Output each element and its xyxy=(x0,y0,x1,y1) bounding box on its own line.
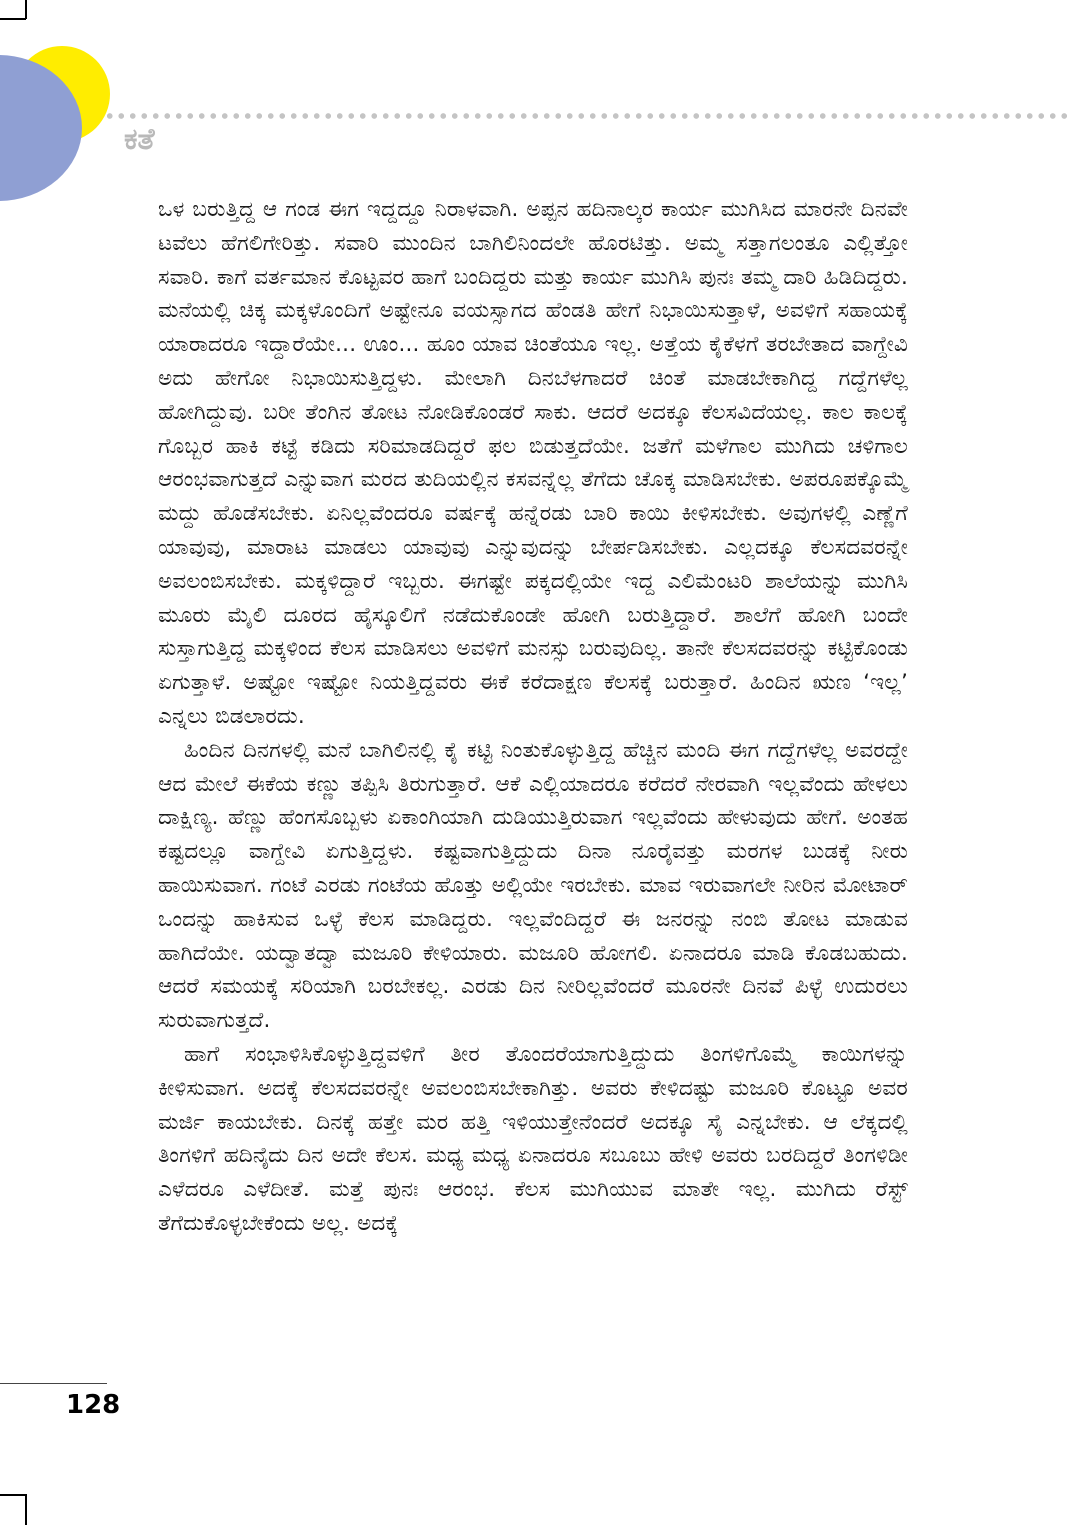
footer-rule xyxy=(0,1383,107,1384)
story-body xyxy=(158,193,908,1241)
crop-mark-bottom-vertical xyxy=(25,1494,27,1525)
crop-mark-top-vertical xyxy=(25,0,27,19)
paragraph-3: ಹಾಗೆ ಸಂಭಾಳಿಸಿಕೊಳ್ಳುತ್ತಿದ್ದವಳಿಗೆ ತೀರ ತೊಂದರೆಯಾಗುತ್ತಿದ್ದುದು ತಿಂಗಳಿಗೊಮ್ಮೆ ಕಾಯಿಗಳನ್ನು ಕೀಳಿಸುವಾಗ. ಅದಕ್ಕೆ ಕೆಲಸದವರನ್ನೇ ಅವಲಂಬಿಸಬೇಕಾಗಿತ್ತು. ಅವರು ಕೇಳಿದಷ್ಟು ಮಜೂರಿ ಕೊಟ್ಟೂ ಅವರ ಮರ್ಜಿ ಕಾಯಬೇಕು. ದಿನಕ್ಕೆ ಹತ್ತೇ ಮರ ಹತ್ತಿ ಇಳಿಯುತ್ತೇನೆಂದರೆ ಅದಕ್ಕೂ ಸೈ ಎನ್ನಬೇಕು. ಆ ಲೆಕ್ಕದಲ್ಲಿ ತಿಂಗಳಿಗೆ ಹದಿನೈದು ದಿನ ಅದೇ ಕೆಲಸ. ಮಧ್ಯ ಮಧ್ಯ ಏನಾದರೂ ಸಬೂಬು ಹೇಳಿ ಅವರು ಬರದಿದ್ದರೆ ತಿಂಗಳಿಡೀ ಎಳೆದರೂ ಎಳೆದೀತೆ. ಮತ್ತೆ ಪುನಃ ಆರಂಭ. ಕೆಲಸ ಮುಗಿಯುವ ಮಾತೇ ಇಲ್ಲ. ಮುಗಿದು ರೆಸ್ಟ್ ತೆಗೆದುಕೊಳ್ಳಬೇಕೆಂದು ಅಲ್ಲ. ಅದಕ್ಕೆ xyxy=(158,1041,908,1236)
paragraph-2: ಹಿಂದಿನ ದಿನಗಳಲ್ಲಿ ಮನೆ ಬಾಗಿಲಿನಲ್ಲಿ ಕೈ ಕಟ್ಟಿ ನಿಂತುಕೊಳ್ಳುತ್ತಿದ್ದ ಹೆಚ್ಚಿನ ಮಂದಿ ಈಗ ಗದ್ದೆಗಳೆಲ್ಲ ಅವರದ್ದೇ ಆದ ಮೇಲೆ ಈಕೆಯ ಕಣ್ಣು ತಪ್ಪಿಸಿ ತಿರುಗುತ್ತಾರೆ. ಆಕೆ ಎಲ್ಲಿಯಾದರೂ ಕರೆದರೆ ನೇರವಾಗಿ ಇಲ್ಲವೆಂದು ಹೇಳಲು ದಾಕ್ಷಿಣ್ಯ. ಹೆಣ್ಣು ಹೆಂಗಸೊಬ್ಬಳು ಏಕಾಂಗಿಯಾಗಿ ದುಡಿಯುತ್ತಿರುವಾಗ ಇಲ್ಲವೆಂದು ಹೇಳುವುದು ಹೇಗೆ. ಅಂತಹ ಕಷ್ಟದಲ್ಲೂ ವಾಗ್ದೇವಿ ಏಗುತ್ತಿದ್ದಳು. ಕಷ್ಟವಾಗುತ್ತಿದ್ದುದು ದಿನಾ ನೂರೈವತ್ತು ಮರಗಳ ಬುಡಕ್ಕೆ ನೀರು ಹಾಯಿಸುವಾಗ. ಗಂಟೆ ಎರಡು ಗಂಟೆಯ ಹೊತ್ತು ಅಲ್ಲಿಯೇ ಇರಬೇಕು. ಮಾವ ಇರುವಾಗಲೇ ನೀರಿನ ಮೋಟಾರ್ ಒಂದನ್ನು ಹಾಕಿಸುವ ಒಳ್ಳೆ ಕೆಲಸ ಮಾಡಿದ್ದರು. ಇಲ್ಲವೆಂದಿದ್ದರೆ ಈ ಜನರನ್ನು ನಂಬಿ ತೋಟ ಮಾಡುವ ಹಾಗಿದೆಯೇ. ಯದ್ವಾತದ್ವಾ ಮಜೂರಿ ಕೇಳಿಯಾರು. ಮಜೂರಿ ಹೋಗಲಿ. ಏನಾದರೂ ಮಾಡಿ ಕೊಡಬಹುದು. ಆದರೆ ಸಮಯಕ್ಕೆ ಸರಿಯಾಗಿ ಬರಬೇಕಲ್ಲ. ಎರಡು ದಿನ ನೀರಿಲ್ಲವೆಂದರೆ ಮೂರನೇ ದಿನವೆ ಪಿಳ್ಳೆ ಉದುರಲು ಸುರುವಾಗುತ್ತದೆ. xyxy=(158,737,908,1034)
section-label: ಕತೆ xyxy=(124,122,155,157)
crop-mark-top-horizontal xyxy=(0,18,26,20)
crop-mark-bottom-horizontal xyxy=(0,1494,26,1496)
page-number: 128 xyxy=(66,1390,121,1420)
dotted-header-rule xyxy=(104,112,1070,120)
paragraph-1: ಒಳ ಬರುತ್ತಿದ್ದ ಆ ಗಂಡ ಈಗ ಇದ್ದದ್ದೂ ನಿರಾಳವಾಗಿ. ಅಪ್ಪನ ಹದಿನಾಲ್ಕರ ಕಾರ್ಯ ಮುಗಿಸಿದ ಮಾರನೇ ದಿನವೇ ಟವೆಲು ಹೆಗಲಿಗೇರಿತ್ತು. ಸವಾರಿ ಮುಂದಿನ ಬಾಗಿಲಿನಿಂದಲೇ ಹೊರಟಿತ್ತು. ಅಮ್ಮ ಸತ್ತಾಗಲಂತೂ ಎಲ್ಲಿತ್ತೋ ಸವಾರಿ. ಕಾಗೆ ವರ್ತಮಾನ ಕೊಟ್ಟವರ ಹಾಗೆ ಬಂದಿದ್ದರು ಮತ್ತು ಕಾರ್ಯ ಮುಗಿಸಿ ಪುನಃ ತಮ್ಮ ದಾರಿ ಹಿಡಿದಿದ್ದರು. ಮನೆಯಲ್ಲಿ ಚಿಕ್ಕ ಮಕ್ಕಳೊಂದಿಗೆ ಅಷ್ಟೇನೂ ವಯಸ್ಸಾಗದ ಹೆಂಡತಿ ಹೇಗೆ ನಿಭಾಯಿಸುತ್ತಾಳೆ, ಅವಳಿಗೆ ಸಹಾಯಕ್ಕೆ ಯಾರಾದರೂ ಇದ್ದಾರೆಯೇ... ಊಂ... ಹೂಂ ಯಾವ ಚಿಂತೆಯೂ ಇಲ್ಲ. ಅತ್ತೆಯ ಕೈಕೆಳಗೆ ತರಬೇತಾದ ವಾಗ್ದೇವಿ ಅದು ಹೇಗೋ ನಿಭಾಯಿಸುತ್ತಿದ್ದಳು. ಮೇಲಾಗಿ ದಿನಬೆಳಗಾದರೆ ಚಿಂತೆ ಮಾಡಬೇಕಾಗಿದ್ದ ಗದ್ದೆಗಳೆಲ್ಲ ಹೋಗಿದ್ದುವು. ಬರೀ ತೆಂಗಿನ ತೋಟ ನೋಡಿಕೊಂಡರೆ ಸಾಕು. ಆದರೆ ಅದಕ್ಕೂ ಕೆಲಸವಿದೆಯಲ್ಲ. ಕಾಲ ಕಾಲಕ್ಕೆ ಗೊಬ್ಬರ ಹಾಕಿ ಕಟ್ಟೆ ಕಡಿದು ಸರಿಮಾಡದಿದ್ದರೆ ಫಲ ಬಿಡುತ್ತದೆಯೇ. ಜತೆಗೆ ಮಳೆಗಾಲ ಮುಗಿದು ಚಳಿಗಾಲ ಆರಂಭವಾಗುತ್ತದೆ ಎನ್ನುವಾಗ ಮರದ ತುದಿಯಲ್ಲಿನ ಕಸವನ್ನೆಲ್ಲ ತೆಗೆದು ಚೊಕ್ಕ ಮಾಡಿಸಬೇಕು. ಅಪರೂಪಕ್ಕೊಮ್ಮೆ ಮದ್ದು ಹೊಡೆಸಬೇಕು. ಏನಿಲ್ಲವೆಂದರೂ ವರ್ಷಕ್ಕೆ ಹನ್ನೆರಡು ಬಾರಿ ಕಾಯಿ ಕೀಳಿಸಬೇಕು. ಅವುಗಳಲ್ಲಿ ಎಣ್ಣೆಗೆ ಯಾವುವು, ಮಾರಾಟ ಮಾಡಲು ಯಾವುವು ಎನ್ನುವುದನ್ನು ಬೇರ್ಪಡಿಸಬೇಕು. ಎಲ್ಲದಕ್ಕೂ ಕೆಲಸದವರನ್ನೇ ಅವಲಂಬಿಸಬೇಕು. ಮಕ್ಕಳಿದ್ದಾರೆ ಇಬ್ಬರು. ಈಗಷ್ಟೇ ಪಕ್ಕದಲ್ಲಿಯೇ ಇದ್ದ ಎಲಿಮೆಂಟರಿ ಶಾಲೆಯನ್ನು ಮುಗಿಸಿ ಮೂರು ಮೈಲಿ ದೂರದ ಹೈಸ್ಕೂಲಿಗೆ ನಡೆದುಕೊಂಡೇ ಹೋಗಿ ಬರುತ್ತಿದ್ದಾರೆ. ಶಾಲೆಗೆ ಹೋಗಿ ಬಂದೇ ಸುಸ್ತಾಗುತ್ತಿದ್ದ ಮಕ್ಕಳಿಂದ ಕೆಲಸ ಮಾಡಿಸಲು ಅವಳಿಗೆ ಮನಸ್ಸು ಬರುವುದಿಲ್ಲ. ತಾನೇ ಕೆಲಸದವರನ್ನು ಕಟ್ಟಿಕೊಂಡು ಏಗುತ್ತಾಳೆ. ಅಷ್ಟೋ ಇಷ್ಟೋ ನಿಯತ್ತಿದ್ದವರು ಈಕೆ ಕರೆದಾಕ್ಷಣ ಕೆಲಸಕ್ಕೆ ಬರುತ್ತಾರೆ. ಹಿಂದಿನ ಋಣ ‘ಇಲ್ಲ’ ಎನ್ನಲು ಬಿಡಲಾರದು. xyxy=(158,197,908,729)
